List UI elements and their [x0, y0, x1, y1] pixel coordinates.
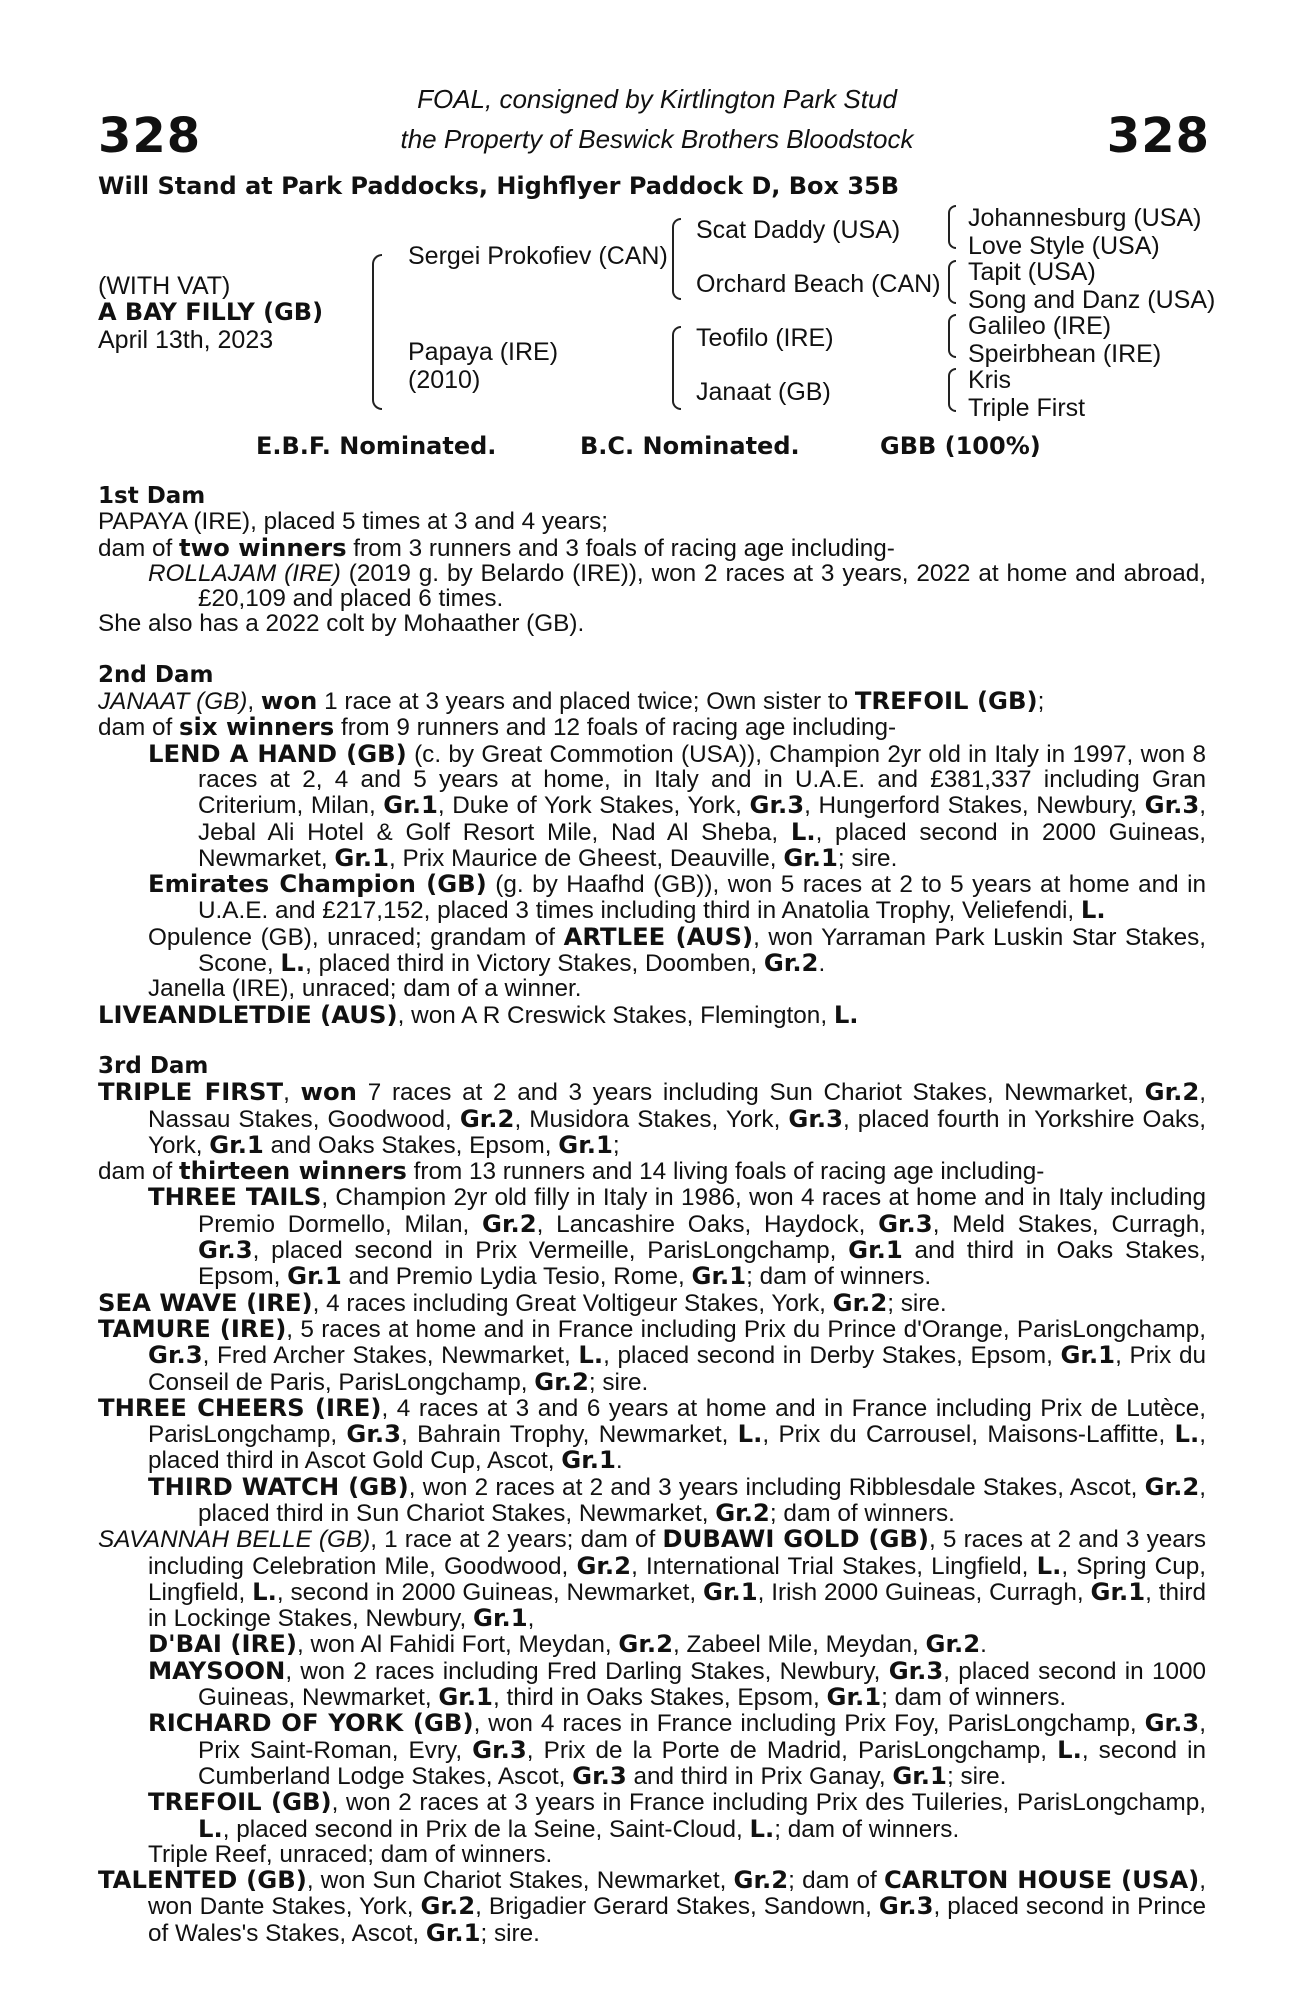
horse-dob: April 13th, 2023 — [98, 326, 274, 354]
dam-line: JANAAT (GB), won 1 race at 3 years and placed twice; Own sister to TREFOIL (GB); — [98, 686, 1045, 716]
produce-entry: TALENTED (GB), won Sun Chariot Stakes, Newmarket, Gr.2; dam of CARLTON HOUSE (USA), won Dante Stakes, York, Gr.2, Brigadier Gerard Stakes, Sandown, Gr.3, placed second in Prince of Wales's Stakes, Ascot, Gr.1; sire. — [98, 1865, 1207, 1947]
produce-entry: Triple Reef, unraced; dam of winners. — [148, 1840, 553, 1868]
produce-entry: TAMURE (IRE), 5 races at home and in France including Prix du Prince d'Orange, ParisLongchamp, Gr.3, Fred Archer Stakes, Newmarket, L., placed second in Derby Stakes, Epsom, Gr.1, Prix du Conseil de Paris, ParisLongchamp, Gr.2; sire. — [98, 1313, 1207, 1396]
ebf-nomination: E.B.F. Nominated. — [256, 432, 497, 460]
dam-line: TRIPLE FIRST, won 7 races at 2 and 3 years including Sun Chariot Stakes, Newmarket, Gr.2, Nassau Stakes, Goodwood, Gr.2, Musidora Stakes, York, Gr.3, placed fourth in Yorkshire Oaks, York, Gr.1 and Oaks Stakes, Epsom, Gr.1; — [98, 1077, 1207, 1159]
g-sss: Johannesburg (USA) — [968, 204, 1202, 232]
g1-brace — [948, 205, 956, 249]
horse-name: A BAY FILLY (GB) — [98, 298, 324, 326]
produce-entry: RICHARD OF YORK (GB), won 4 races in France including Prix Foy, ParisLongchamp, Gr.3, Prix Saint-Roman, Evry, Gr.3, Prix de la Porte de Madrid, ParisLongchamp, L., second in Cumberland Lodge Stakes, Ascot, Gr.3 and third in Prix Ganay, Gr.1; sire. — [148, 1708, 1207, 1790]
produce-entry: SAVANNAH BELLE (GB), 1 race at 2 years; dam of DUBAWI GOLD (GB), 5 races at 2 and 3 years including Celebration Mile, Goodwood, Gr.2, International Trial Stakes, Lingfield, L., Spring Cup, Lingfield, L., second in 2000 Guineas, Newmarket, Gr.1, Irish 2000 Guineas, Curragh, Gr.1, third in Lockinge Stakes, Newbury, Gr.1, D'BAI (IRE), won Al Fahidi Fort, Meydan, Gr.2, Zabeel Mile, Meydan, Gr.2. — [98, 1524, 1207, 1659]
produce-entry: TREFOIL (GB), won 2 races at 3 years in France including Prix des Tuileries, ParisLongchamp, L., placed second in Prix de la Seine, Saint-Cloud, L.; dam of winners. — [148, 1787, 1206, 1843]
dam-brace — [672, 326, 681, 410]
produce-entry: Opulence (GB), unraced; grandam of ARTLEE (AUS), won Yarraman Park Luskin Star Stakes, Scone, L., placed third in Victory Stakes, Doomben, Gr.2. — [148, 921, 1207, 978]
lot-number-left: 328 — [98, 108, 202, 164]
produce-summary: dam of two winners from 3 runners and 3 foals of racing age including- — [98, 532, 895, 562]
sire-brace — [672, 218, 681, 300]
vat-note: (WITH VAT) — [98, 272, 231, 300]
sire: Sergei Prokofiev (CAN) — [408, 242, 668, 270]
produce-entry: THREE CHEERS (IRE), 4 races at 3 and 6 years at home and in France including Prix de Lutèce, ParisLongchamp, Gr.3, Bahrain Trophy, Newmarket, L., Prix du Carrousel, Maisons-Laffitte, L., placed third in Ascot Gold Cup, Ascot, Gr.1. — [98, 1392, 1207, 1475]
sire-sire: Scat Daddy (USA) — [696, 216, 901, 244]
lot-number-right: 328 — [1106, 108, 1210, 164]
bc-nomination: B.C. Nominated. — [580, 432, 800, 460]
dam-history — [98, 484, 1206, 1946]
g2-brace — [948, 260, 956, 304]
dam: Papaya (IRE) — [408, 338, 559, 366]
produce-entry: THREE TAILS, Champion 2yr old filly in Italy in 1986, won 4 races at home and in Italy including Premio Dormello, Milan, Gr.2, Lancashire Oaks, Haydock, Gr.3, Meld Stakes, Curragh, Gr.3, placed second in Prix Vermeille, ParisLongchamp, Gr.1 and third in Oaks Stakes, Epsom, Gr.1 and Premio Lydia Tesio, Rome, Gr.1; dam of winners. — [148, 1182, 1206, 1291]
sire-dam: Orchard Beach (CAN) — [696, 270, 941, 298]
dam-sire: Teofilo (IRE) — [696, 324, 834, 352]
produce-entry: MAYSOON, won 2 races including Fred Darling Stakes, Newbury, Gr.3, placed second in 1000 Guineas, Newmarket, Gr.1, third in Oaks Stakes, Epsom, Gr.1; dam of winners. — [148, 1655, 1206, 1712]
section-heading: 3rd Dam — [98, 1052, 209, 1079]
consignment-line-1: FOAL, consigned by Kirtlington Park Stud — [417, 84, 897, 114]
dam-dam: Janaat (GB) — [696, 378, 831, 406]
dam-line: PAPAYA (IRE), placed 5 times at 3 and 4 years; — [98, 508, 609, 536]
dam-year: (2010) — [408, 366, 481, 394]
stand-location: Will Stand at Park Paddocks, Highflyer Paddock D, Box 35B — [98, 172, 900, 200]
produce-entry: SEA WAVE (IRE), 4 races including Great Voltigeur Stakes, York, Gr.2; sire. — [98, 1287, 947, 1317]
section-heading: 1st Dam — [98, 483, 206, 509]
produce-entry: Janella (IRE), unraced; dam of a winner. — [148, 975, 582, 1003]
produce-summary: dam of six winners from 9 runners and 12 foals of racing age including- — [98, 712, 897, 742]
produce-entry: LEND A HAND (GB) (c. by Great Commotion (USA)), Champion 2yr old in Italy in 1997, won 8 races at 2, 4 and 5 years at home, in Italy and in U.A.E. and £381,337 including Gran Criterium, Milan, Gr.1, Duke of York Stakes, York, Gr.3, Hungerford Stakes, Newbury, Gr.3, Jebal Ali Hotel & Golf Resort Mile, Nad Al Sheba, L., placed second in 2000 Guineas, Newmarket, Gr.1, Prix Maurice de Gheest, Deauville, Gr.1; sire. — [148, 738, 1207, 872]
g-dss: Galileo (IRE) — [968, 312, 1112, 340]
section-heading: 2nd Dam — [98, 661, 214, 688]
g-sdd: Song and Danz (USA) — [968, 286, 1216, 314]
g-ssd: Love Style (USA) — [968, 232, 1160, 260]
consignment-line-2: the Property of Beswick Brothers Bloodstock — [400, 124, 914, 154]
produce-entry: Emirates Champion (GB) (g. by Haafhd (GB)), won 5 races at 2 to 5 years at home and in U.A.E. and £217,152, placed 3 times including third in Anatolia Trophy, Veliefendi, L. — [148, 869, 1206, 925]
produce-entry: ROLLAJAM (IRE) (2019 g. by Belardo (IRE)), won 2 races at 3 years, 2022 at home and abroad, £20,109 and placed 6 times. — [148, 559, 1206, 613]
pedigree-brace — [372, 254, 382, 410]
g-sds: Tapit (USA) — [968, 258, 1096, 286]
g-dsd: Speirbhean (IRE) — [968, 340, 1162, 368]
g-dds: Kris — [968, 366, 1012, 394]
produce-summary: dam of thirteen winners from 13 runners and 14 living foals of racing age including- — [98, 1156, 1045, 1186]
gbb-status: GBB (100%) — [880, 432, 1041, 460]
g-ddd: Triple First — [968, 394, 1086, 422]
produce-entry: THIRD WATCH (GB), won 2 races at 2 and 3 years including Ribblesdale Stakes, Ascot, Gr.2, placed third in Sun Chariot Stakes, Newmarket, Gr.2; dam of winners. — [148, 1471, 1207, 1527]
g3-brace — [948, 314, 956, 358]
g4-brace — [948, 368, 956, 412]
produce-note: She also has a 2022 colt by Mohaather (GB). — [98, 610, 585, 638]
produce-entry: LIVEANDLETDIE (AUS), won A R Creswick Stakes, Flemington, L. — [98, 999, 859, 1029]
